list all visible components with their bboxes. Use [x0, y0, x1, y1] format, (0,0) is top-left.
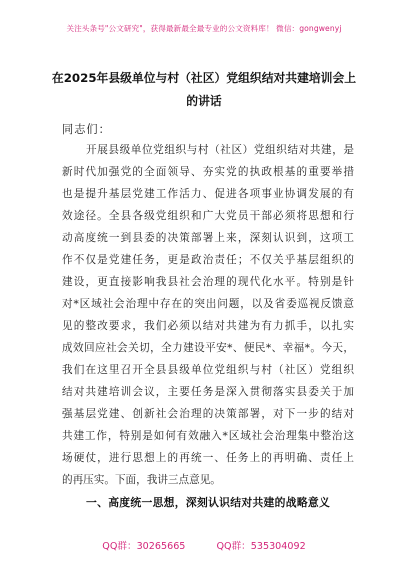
salutation: 同志们： — [62, 123, 111, 136]
body-line: 见的整改要求，我们必须以结对共建为有力抓手，以扎实 — [62, 320, 354, 332]
body-line: 建设，更直接影响我县社会治理的现代化水平。特别是针 — [62, 276, 354, 288]
body-line: 对*区域社会治理中存在的突出问题，以及省委巡视反馈意 — [62, 298, 354, 310]
qq-group-2[interactable]: QQ群：535304092 — [216, 541, 306, 552]
body-line: 新时代加强党的全面领导、夯实党的执政根基的重要举措 — [62, 166, 354, 178]
body-line: 动高度统一到县委的决策部署上来，深刻认识到，这项工 — [62, 232, 354, 244]
document-title-line-1: 在2025年县级单位与村（社区）党组织结对共建培训会上 — [51, 71, 357, 85]
section-heading: 一、高度统一思想，深刻认识结对共建的战略意义 — [86, 496, 331, 509]
body-line: 结对共建培训会议，主要任务是深入贯彻落实县委关于加 — [62, 386, 354, 398]
qq-group-1[interactable]: QQ群：30265665 — [102, 541, 186, 552]
body-line: 作不仅是党建任务，更是政治责任；不仅关乎基层组织的 — [62, 254, 354, 266]
body-line: 场硬仗，进行思想上的再统一、任务上的再明确、责任上 — [62, 452, 354, 464]
body-line: 共建工作，特别是如何有效融入*区域社会治理集中整治这 — [62, 430, 354, 442]
body-line: 的再压实。下面，我讲三点意见。 — [62, 474, 221, 486]
body-line: 强基层党建、创新社会治理的决策部署，对下一步的结对 — [62, 408, 354, 420]
promo-banner[interactable]: 关注头条号"公文研究"，获得最新最全最专业的公文资料库！ 微信：gongwenyj — [66, 24, 342, 33]
footer-contact — [0, 538, 408, 552]
body-line: 开展县级单位党组织与村（社区）党组织结对共建，是 — [86, 144, 354, 156]
body-line: 成效回应社会关切，全力建设平安*、便民*、幸福*。今天， — [62, 342, 354, 354]
document-title-line-2: 的讲话 — [186, 94, 222, 108]
body-line: 也是提升基层党建工作活力、促进各项事业协调发展的有 — [62, 188, 354, 200]
body-line: 我们在这里召开全县县级单位党组织与村（社区）党组织 — [62, 364, 354, 376]
body-line: 效途径。全县各级党组织和广大党员干部必须将思想和行 — [62, 210, 354, 222]
